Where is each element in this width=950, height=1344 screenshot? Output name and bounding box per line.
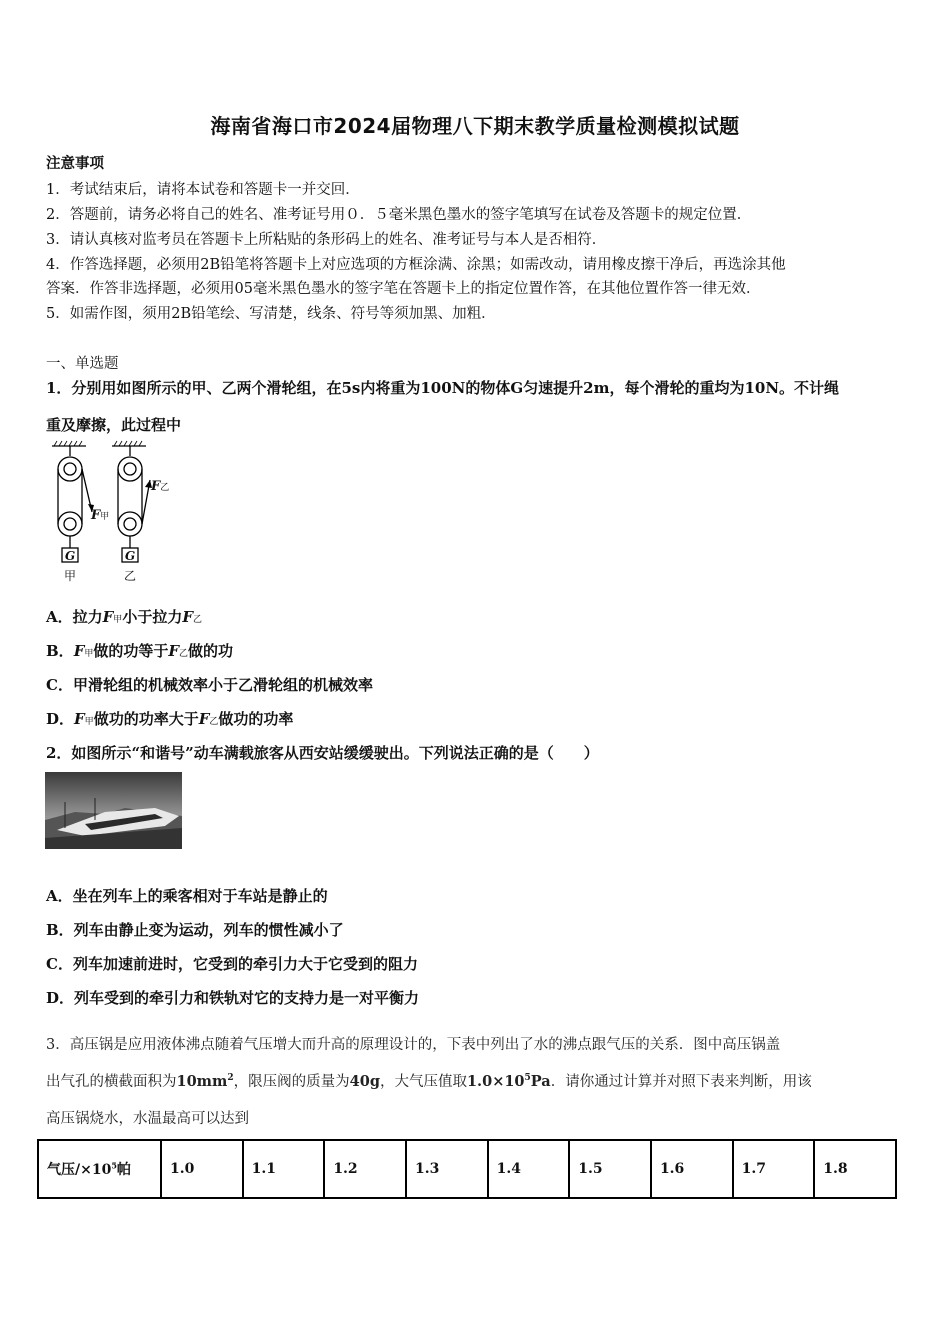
notice-item: 4．作答选择题，必须用2B铅笔将答题卡上对应选项的方框涂满、涂黑；如需改动，请用橡皮擦干净后，再选涂其他 (46, 257, 786, 273)
force-label-left: F甲 (91, 508, 110, 523)
table-cell: 1.2 (324, 1140, 406, 1198)
table-cell: 1.7 (733, 1140, 815, 1198)
question-2-stem: 2．如图所示“和谐号”动车满载旅客从西安站缓缓驶出。下列说法正确的是（ ） (46, 744, 599, 762)
question-1-option-d[interactable]: D．F甲做功的功率大于F乙做功的功率 (46, 710, 294, 728)
table-cell: 1.1 (243, 1140, 325, 1198)
table-cell: 1.5 (569, 1140, 651, 1198)
table-cell: 1.3 (406, 1140, 488, 1198)
question-1-line: 1．分别用如图所示的甲、乙两个滑轮组，在5s内将重为100N的物体G匀速提升2m，每个滑轮的重均为10N。不计绳 (46, 379, 840, 397)
weight-label-left: G (65, 549, 76, 563)
notice-item: 答案．作答非选择题，必须用05毫米黑色墨水的签字笔在答题卡上的指定位置作答，在其他位置作答一律无效． (46, 281, 761, 297)
figure-label-right: 乙 (124, 569, 137, 583)
question-1-option-c[interactable]: C．甲滑轮组的机械效率小于乙滑轮组的机械效率 (46, 676, 373, 694)
question-1-option-a[interactable]: A．拉力F甲小于拉力F乙 (46, 608, 202, 626)
notice-item: 2．答题前，请务必将自己的姓名、准考证号用０．５毫米黑色墨水的签字笔填写在试卷及答题卡的规定位置． (46, 207, 752, 223)
table-cell: 1.8 (814, 1140, 896, 1198)
table-row (38, 1140, 896, 1198)
pressure-table (37, 1139, 897, 1199)
question-1-option-b[interactable]: B．F甲做的功等于F乙做的功 (46, 642, 234, 660)
question-3-line: 出气孔的横截面积为$10mm^2$，限压阀的质量为40g，大气压值取$1.0\times 10^5Pa$．请你通过计算并对照下表来判断，用该 (46, 1073, 812, 1090)
notice-item: 5．如需作图，须用2B铅笔绘、写清楚，线条、符号等须加黑、加粗． (46, 306, 496, 322)
table-cell: 1.6 (651, 1140, 733, 1198)
question-3-line: 高压锅烧水，水温最高可以达到 (46, 1111, 249, 1127)
question-2-option-d[interactable]: D．列车受到的牵引力和铁轨对它的支持力是一对平衡力 (46, 989, 420, 1007)
question-2-option-a[interactable]: A．坐在列车上的乘客相对于车站是静止的 (46, 887, 328, 905)
question-2-option-c[interactable]: C．列车加速前进时，它受到的牵引力大于它受到的阻力 (46, 955, 418, 973)
train-photo (45, 772, 182, 849)
notice-heading: 注意事项 (46, 155, 104, 172)
notice-item: 3．请认真核对监考员在答题卡上所粘贴的条形码上的姓名、准考证号与本人是否相符． (46, 232, 607, 248)
question-1-line: 重及摩擦，此过程中 (46, 416, 182, 434)
exam-title: 海南省海口市2024届物理八下期末教学质量检测模拟试题 (210, 114, 740, 138)
weight-label-right: G (125, 549, 136, 563)
section-heading: 一、单选题 (46, 356, 119, 372)
notice-item: 1．考试结束后，请将本试卷和答题卡一并交回． (46, 182, 360, 198)
force-label-right: F乙 (151, 479, 170, 494)
table-cell: 1.4 (488, 1140, 570, 1198)
table-cell: 1.0 (161, 1140, 243, 1198)
pulley-diagram (46, 440, 186, 585)
figure-label-left: 甲 (64, 569, 77, 583)
table-header-cell: 气压$/\times 10^5$帕 (38, 1140, 161, 1198)
question-2-option-b[interactable]: B．列车由静止变为运动，列车的惯性减小了 (46, 921, 344, 939)
question-3-line: 3．高压锅是应用液体沸点随着气压增大而升高的原理设计的，下表中列出了水的沸点跟气压的关系．图中高压锅盖 (46, 1037, 781, 1053)
